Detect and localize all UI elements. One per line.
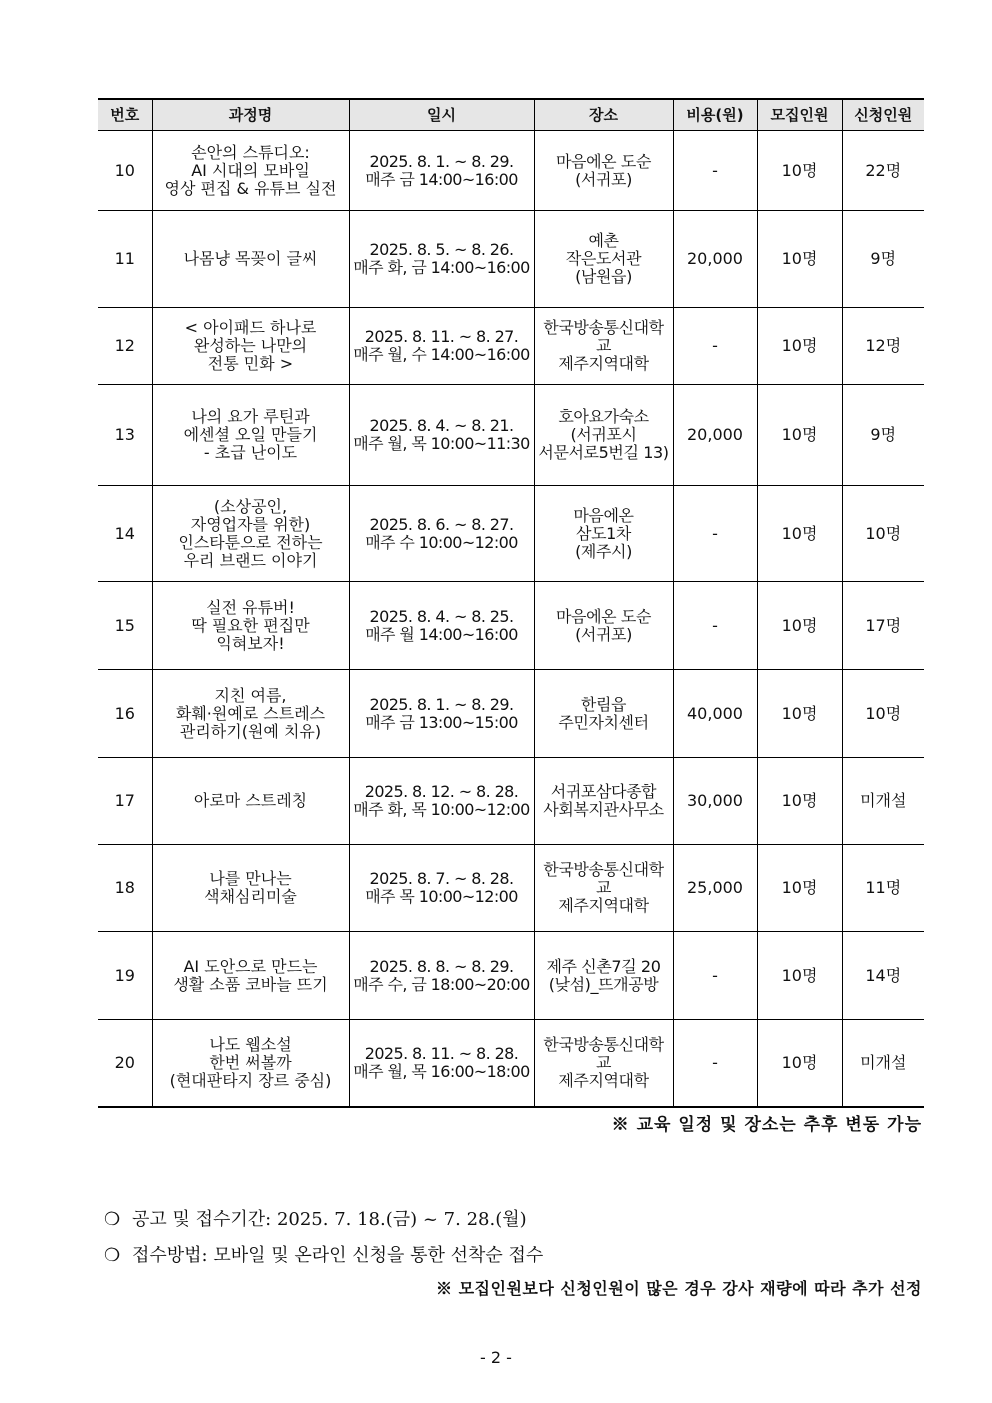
cell-applied — [842, 758, 924, 845]
cell-course-text: 지친 여름, 화훼·원예로 스트레스 관리하기(원예 치유) — [175, 685, 326, 741]
header-quota: 모집인원 — [757, 99, 842, 131]
cell-quota-text: 10명 — [781, 523, 818, 543]
cell-place-text: 호아요가숙소 (서귀포시 서문서로5번길 13) — [538, 407, 669, 462]
cell-date-text: 2025. 8. 7. ~ 8. 28. 매주 목 10:00~12:00 — [365, 869, 518, 906]
cell-applied — [842, 932, 924, 1020]
cell-date-text: 2025. 8. 5. ~ 8. 26. 매주 화, 금 14:00~16:00 — [353, 240, 530, 277]
table-row — [98, 486, 924, 582]
table-row — [98, 308, 924, 385]
schedule-change-note: ※ 교육 일정 및 장소는 추후 변동 가능 — [611, 1115, 922, 1135]
cell-date-text: 2025. 8. 1. ~ 8. 29. 매주 금 13:00~15:00 — [365, 694, 518, 732]
cell-place — [534, 582, 673, 670]
cell-quota-text: 10명 — [781, 965, 818, 985]
cell-cost-text: 20,000 — [687, 425, 743, 444]
header-place: 장소 — [534, 99, 673, 131]
cell-number-text: 20 — [114, 1052, 135, 1072]
cell-date — [349, 385, 534, 486]
cell-cost — [673, 131, 757, 211]
cell-cost-text: 40,000 — [687, 703, 743, 723]
cell-place — [534, 1020, 673, 1107]
cell-cost — [673, 932, 757, 1020]
cell-course-text: 실전 유튜버! 딱 필요한 편집만 익혀보자! — [191, 597, 310, 653]
cell-course — [152, 308, 349, 385]
cell-course — [152, 845, 349, 932]
cell-applied-text: 17명 — [865, 615, 902, 635]
cell-place-text: 한림읍 주민자치센터 — [558, 694, 649, 732]
cell-place — [534, 385, 673, 486]
cell-number — [98, 131, 152, 211]
cell-cost-text: - — [712, 160, 718, 180]
cell-quota — [757, 932, 842, 1020]
cell-course-text: AI 도안으로 만드는 생활 소품 코바늘 뜨기 — [173, 956, 328, 994]
cell-cost-text: 25,000 — [687, 878, 743, 897]
cell-place — [534, 131, 673, 211]
cell-cost-text: 30,000 — [687, 791, 743, 810]
cell-applied — [842, 486, 924, 582]
cell-place-text: 마음에온 도순 (서귀포) — [555, 606, 652, 644]
cell-course-text: (소상공인, 자영업자를 위한) 인스타툰으로 전하는 우리 브랜드 이야기 — [178, 496, 323, 570]
cell-quota-text: 10명 — [781, 336, 818, 355]
cell-cost-text: - — [712, 615, 718, 635]
cell-place-text: 서귀포삼다종합 사회복지관사무소 — [543, 782, 664, 819]
table-row — [98, 845, 924, 932]
cell-course-text: < 아이패드 하나로 완성하는 나만의 전통 민화 > — [184, 318, 317, 373]
cell-number — [98, 845, 152, 932]
announcement-line — [104, 1205, 527, 1231]
cell-applied — [842, 131, 924, 211]
cell-cost — [673, 486, 757, 582]
cell-applied-text: 9명 — [870, 425, 897, 444]
cell-course — [152, 758, 349, 845]
cell-number — [98, 932, 152, 1020]
cell-applied-text: 14명 — [865, 965, 902, 985]
cell-date-text: 2025. 8. 4. ~ 8. 25. 매주 월 14:00~16:00 — [365, 606, 518, 644]
cell-quota-text: 10명 — [781, 160, 818, 180]
cell-place-text: 마음에온 삼도1차 (제주시) — [573, 505, 634, 561]
method-line — [104, 1241, 543, 1267]
cell-quota — [757, 211, 842, 308]
cell-applied-text: 12명 — [865, 336, 902, 355]
cell-quota — [757, 845, 842, 932]
cell-cost — [673, 308, 757, 385]
cell-cost — [673, 758, 757, 845]
cell-number-text: 18 — [114, 878, 135, 897]
cell-place-text: 예촌 작은도서관 (남원읍) — [565, 231, 642, 286]
cell-date — [349, 932, 534, 1020]
cell-cost-text: - — [712, 965, 718, 985]
cell-cost — [673, 582, 757, 670]
cell-date — [349, 582, 534, 670]
cell-applied — [842, 582, 924, 670]
table-row — [98, 211, 924, 308]
header-applied: 신청인원 — [842, 99, 924, 131]
cell-applied — [842, 308, 924, 385]
cell-course — [152, 486, 349, 582]
cell-place — [534, 670, 673, 758]
table-row — [98, 670, 924, 758]
cell-number-text: 14 — [114, 523, 135, 543]
cell-number-text: 16 — [114, 703, 135, 723]
table-row — [98, 582, 924, 670]
cell-number — [98, 670, 152, 758]
cell-place — [534, 845, 673, 932]
cell-applied — [842, 845, 924, 932]
table-row — [98, 932, 924, 1020]
cell-applied — [842, 385, 924, 486]
cell-quota-text: 10명 — [781, 791, 818, 810]
cell-course — [152, 670, 349, 758]
cell-place — [534, 308, 673, 385]
cell-cost-text: - — [712, 523, 718, 543]
cell-number-text: 15 — [114, 615, 135, 635]
cell-place — [534, 486, 673, 582]
cell-course — [152, 385, 349, 486]
method-text: 접수방법: 모바일 및 온라인 신청을 통한 선착순 접수 — [132, 1245, 544, 1266]
cell-applied — [842, 670, 924, 758]
cell-cost — [673, 385, 757, 486]
cell-course — [152, 131, 349, 211]
cell-quota-text: 10명 — [781, 249, 818, 268]
cell-place-text: 마음에온 도순 (서귀포) — [555, 151, 652, 189]
table-row — [98, 1020, 924, 1107]
cell-quota — [757, 308, 842, 385]
cell-number — [98, 385, 152, 486]
cell-cost-text: - — [712, 336, 718, 355]
cell-date-text: 2025. 8. 11. ~ 8. 27. 매주 월, 수 14:00~16:00 — [353, 327, 530, 364]
cell-number — [98, 308, 152, 385]
cell-date — [349, 1020, 534, 1107]
cell-course — [152, 932, 349, 1020]
cell-number-text: 19 — [114, 965, 135, 985]
cell-number — [98, 486, 152, 582]
cell-quota — [757, 758, 842, 845]
cell-cost-text: - — [712, 1052, 718, 1072]
header-cost: 비용(원) — [673, 99, 757, 131]
cell-date — [349, 486, 534, 582]
cell-date — [349, 131, 534, 211]
cell-number-text: 12 — [114, 336, 135, 355]
cell-date — [349, 670, 534, 758]
cell-course — [152, 582, 349, 670]
cell-quota — [757, 385, 842, 486]
cell-cost — [673, 1020, 757, 1107]
cell-cost — [673, 670, 757, 758]
cell-cost-text: 20,000 — [687, 249, 743, 268]
cell-quota — [757, 131, 842, 211]
cell-date-text: 2025. 8. 11. ~ 8. 28. 매주 월, 목 16:00~18:00 — [353, 1043, 530, 1081]
cell-place — [534, 932, 673, 1020]
table-row — [98, 385, 924, 486]
cell-quota — [757, 1020, 842, 1107]
cell-quota-text: 10명 — [781, 1052, 818, 1072]
cell-course-text: 나몸냥 목꽂이 글씨 — [183, 249, 318, 268]
cell-quota-text: 10명 — [781, 615, 818, 635]
bullet-icon: ❍ — [104, 1245, 121, 1266]
cell-applied-text: 22명 — [865, 160, 902, 180]
cell-date — [349, 758, 534, 845]
cell-quota — [757, 486, 842, 582]
cell-date-text: 2025. 8. 12. ~ 8. 28. 매주 화, 목 10:00~12:00 — [353, 782, 530, 819]
table-row — [98, 758, 924, 845]
cell-applied-text: 11명 — [865, 878, 902, 897]
cell-date — [349, 845, 534, 932]
cell-number-text: 10 — [114, 160, 135, 180]
cell-date — [349, 308, 534, 385]
header-date: 일시 — [349, 99, 534, 131]
course-schedule-table — [98, 98, 924, 1108]
announcement-text: 공고 및 접수기간: 2025. 7. 18.(금) ~ 7. 28.(월) — [132, 1209, 527, 1230]
cell-applied-text: 미개설 — [860, 1052, 907, 1072]
table-row — [98, 131, 924, 211]
cell-course-text: 손안의 스튜디오: AI 시대의 모바일 영상 편집 & 유튜브 실전 — [164, 142, 337, 198]
cell-date-text: 2025. 8. 8. ~ 8. 29. 매주 수, 금 18:00~20:00 — [353, 956, 530, 994]
cell-course-text: 아로마 스트레칭 — [193, 791, 308, 810]
cell-date-text: 2025. 8. 1. ~ 8. 29. 매주 금 14:00~16:00 — [365, 151, 518, 189]
cell-place-text: 한국방송통신대학교 제주지역대학 — [543, 1034, 664, 1090]
cell-quota — [757, 582, 842, 670]
cell-date-text: 2025. 8. 6. ~ 8. 27. 매주 수 10:00~12:00 — [365, 514, 518, 552]
cell-date-text: 2025. 8. 4. ~ 8. 21. 매주 월, 목 10:00~11:30 — [353, 416, 530, 453]
cell-quota — [757, 670, 842, 758]
header-number: 번호 — [98, 99, 152, 131]
cell-number — [98, 1020, 152, 1107]
cell-date — [349, 211, 534, 308]
cell-applied-text: 10명 — [865, 703, 902, 723]
cell-course-text: 나의 요가 루틴과 에센셜 오일 만들기 - 초급 난이도 — [183, 407, 318, 462]
cell-place-text: 제주 신촌7길 20 (낮섬)_뜨개공방 — [546, 956, 661, 994]
page-number: - 2 - — [480, 1348, 512, 1367]
cell-applied — [842, 1020, 924, 1107]
table-header-row — [98, 99, 924, 131]
cell-applied-text: 미개설 — [860, 791, 907, 810]
cell-place — [534, 758, 673, 845]
cell-course-text: 나도 웹소설 한번 써볼까 (현대판타지 장르 중심) — [169, 1034, 332, 1090]
cell-quota-text: 10명 — [781, 878, 818, 897]
cell-number — [98, 582, 152, 670]
header-course: 과정명 — [152, 99, 349, 131]
cell-quota-text: 10명 — [781, 703, 818, 723]
cell-applied — [842, 211, 924, 308]
cell-number — [98, 758, 152, 845]
cell-place-text: 한국방송통신대학교 제주지역대학 — [543, 318, 664, 373]
cell-applied-text: 9명 — [870, 249, 897, 268]
cell-quota-text: 10명 — [781, 425, 818, 444]
cell-place — [534, 211, 673, 308]
extra-selection-note: ※ 모집인원보다 신청인원이 많은 경우 강사 재량에 따라 추가 선정 — [436, 1279, 922, 1298]
cell-number-text: 13 — [114, 425, 135, 444]
cell-course — [152, 1020, 349, 1107]
cell-course-text: 나를 만나는 색채심리미술 — [204, 869, 297, 906]
cell-number-text: 17 — [114, 791, 135, 810]
cell-place-text: 한국방송통신대학교 제주지역대학 — [543, 860, 664, 915]
cell-course — [152, 211, 349, 308]
cell-cost — [673, 211, 757, 308]
cell-number — [98, 211, 152, 308]
cell-number-text: 11 — [114, 249, 135, 268]
bullet-icon: ❍ — [104, 1209, 121, 1230]
cell-applied-text: 10명 — [865, 523, 902, 543]
cell-cost — [673, 845, 757, 932]
